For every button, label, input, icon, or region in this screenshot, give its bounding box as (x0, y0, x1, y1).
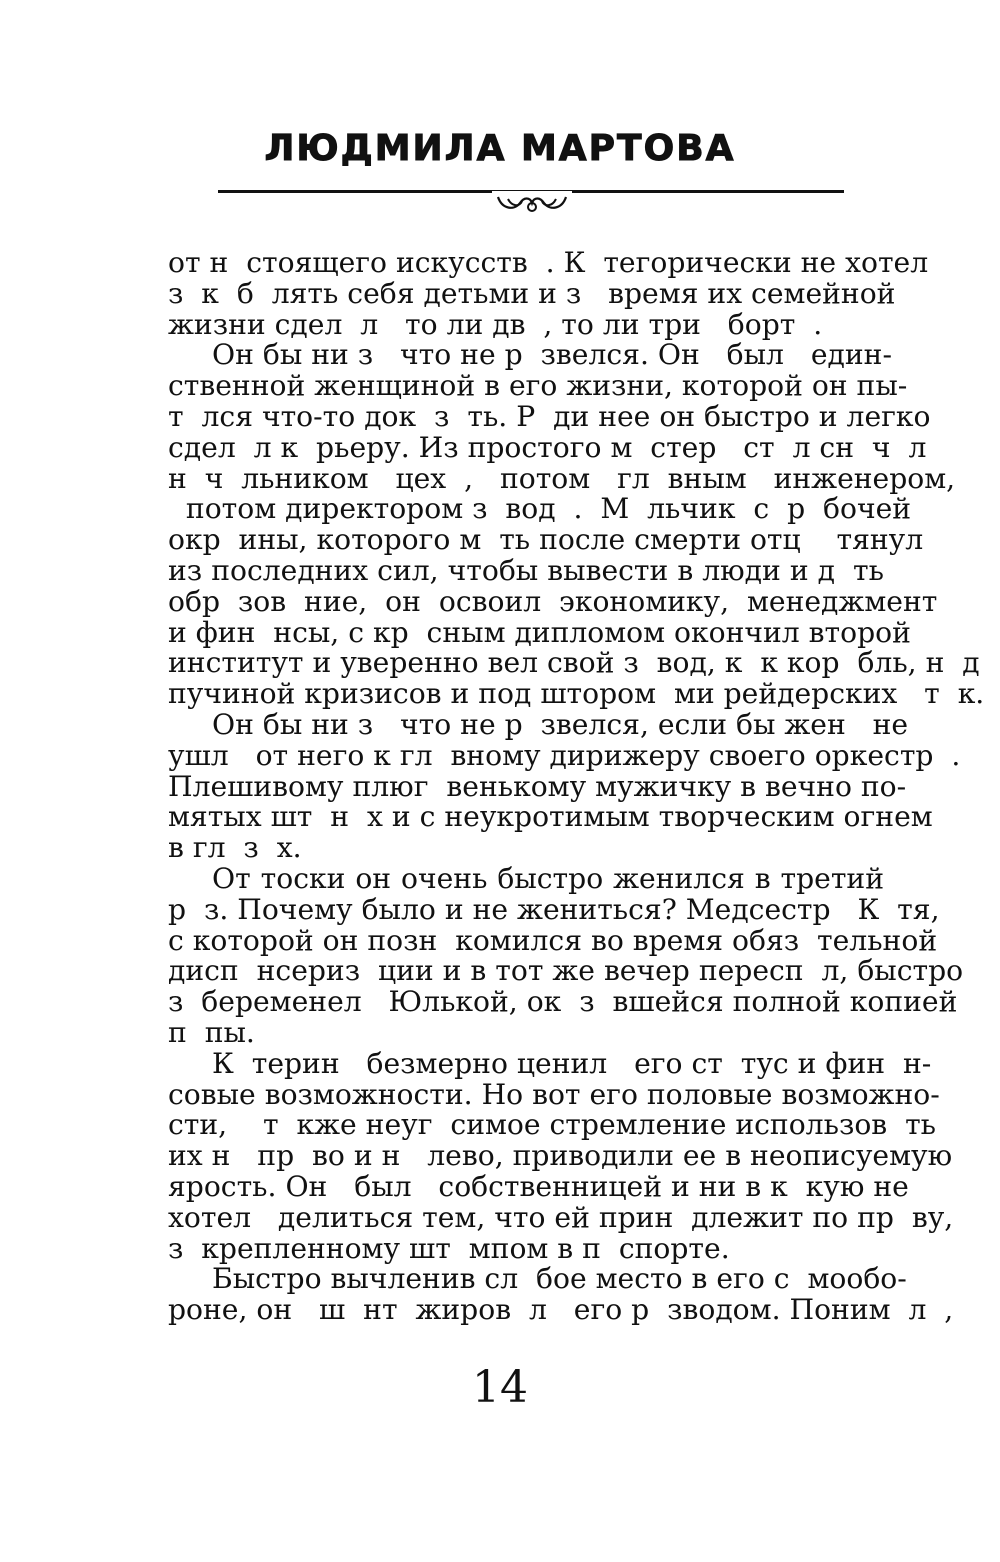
running-header-author: ЛЮДМИЛА МАРТОВА (264, 128, 736, 169)
text-line: п пы. (168, 1015, 255, 1049)
text-line: з к б лять себя детьми и з время их семейной (168, 276, 896, 310)
text-line: от н стоящего искусств . К тегорически не хотел (168, 246, 929, 279)
text-line: Он бы ни з что не р звелся. Он был един- (212, 338, 892, 372)
text-line: Он бы ни з что не р звелся, если бы жен не (212, 707, 909, 741)
text-line: пучиной кризисов и под штором ми рейдерских т к. (168, 677, 985, 711)
text-line: От тоски он очень быстро женился в третий (212, 861, 884, 895)
text-line: сдел л к рьеру. Из простого м стер ст л сн ч л (168, 430, 927, 464)
text-line: и фин нсы, с кр сным дипломом окончил второй (168, 615, 911, 649)
text-line: их н пр во и н лево, приводили ее в неописуемую (168, 1139, 953, 1173)
text-line: роне, он ш нт жиров л его р зводом. Поним л , (168, 1293, 954, 1327)
text-line: К терин безмерно ценил его ст тус и фин н- (212, 1046, 932, 1080)
text-line: н ч льником цех , потом гл вным инженером, (168, 461, 956, 495)
text-line: институт и уверенно вел свой з вод, к к кор бль, н д (168, 646, 980, 680)
text-line: ственной женщиной в его жизни, которой он пы- (168, 369, 908, 403)
ornament-icon (492, 191, 572, 217)
body-text (168, 246, 985, 1327)
text-line: мятых шт н х и с неукротимым творческим огнем (168, 800, 933, 834)
text-line: окр ины, которого м ть после смерти отц тянул (168, 523, 924, 557)
text-line: ярость. Он был собственницей и ни в к кую не (168, 1169, 909, 1203)
text-line: т лся что-то док з ть. Р ди нее он быстро и легко (168, 399, 931, 433)
text-line: в гл з х. (168, 831, 302, 865)
text-line: обр зов ние, он освоил экономику, менеджмент (168, 584, 938, 618)
text-line: р з. Почему было и не жениться? Медсестр К тя, (168, 892, 940, 926)
text-line: потом директором з вод . М льчик с р бочей (168, 492, 912, 526)
text-line: с которой он позн комился во время обяз тельной (168, 923, 938, 957)
text-line: из последних сил, чтобы вывести в люди и д ть (168, 553, 884, 587)
text-line: хотел делиться тем, что ей прин длежит по пр ву, (168, 1200, 954, 1234)
text-line: сти, т кже неуг симое стремление использов ть (168, 1108, 937, 1142)
text-line: совые возможности. Но вот его половые возможно- (168, 1077, 940, 1111)
text-line: з крепленному шт мпом в п спорте. (168, 1231, 730, 1265)
text-line: з беременел Юлькой, ок з вшейся полной копией (168, 985, 958, 1019)
page-number: 14 (472, 1362, 528, 1413)
text-line: Плешивому плюг венькому мужичку в вечно по- (168, 769, 907, 803)
text-line: дисп нсериз ции и в тот же вечер пересп л, быстро (168, 954, 964, 988)
text-line: Быстро вычленив сл бое место в его с мообо- (212, 1262, 907, 1296)
text-line: жизни сдел л то ли дв , то ли три борт . (168, 307, 823, 341)
text-line: ушл от него к гл вному дирижеру своего оркестр . (168, 738, 961, 772)
